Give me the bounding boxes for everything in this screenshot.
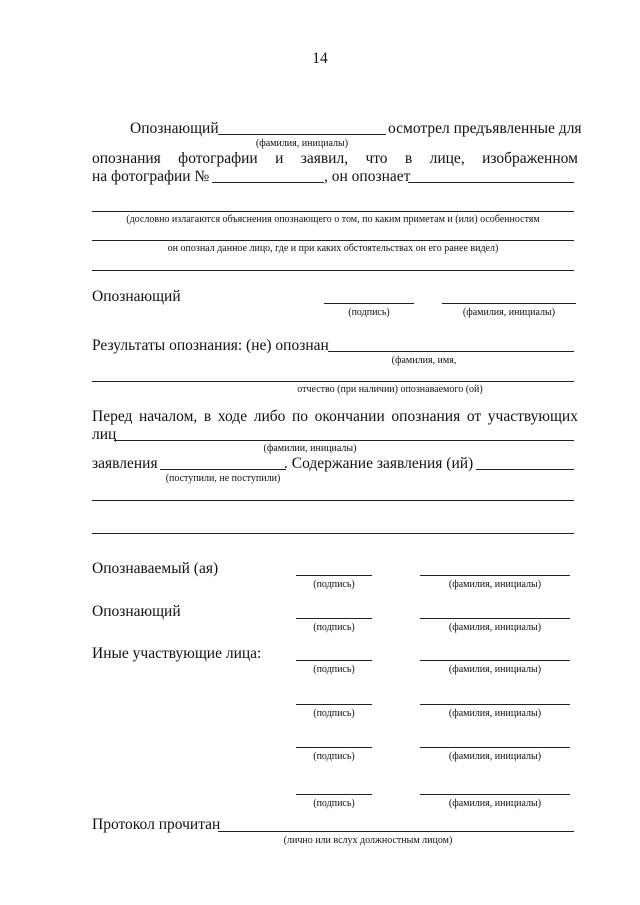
- statements-line-1-word: началом,: [139, 408, 198, 425]
- statements-line-1: [92, 408, 578, 426]
- results-label: Результаты опознания: (не) опознан: [92, 337, 329, 354]
- sign-identifier-signature-line[interactable]: [324, 303, 414, 304]
- signature-row-name-caption: (фамилия, инициалы): [448, 579, 542, 590]
- statements-caption: (поступили, не поступили): [165, 473, 281, 484]
- explanation-caption-2: он опознал данное лицо, где и при каких обстоятельствах он его ранее видел): [167, 243, 499, 254]
- signature-row-signature-caption: (подпись): [313, 579, 355, 590]
- protocol-caption: (лично или вслух должностным лицом): [283, 835, 453, 846]
- signature-row-name-caption: (фамилия, инициалы): [448, 751, 542, 762]
- page-number: 14: [312, 50, 328, 67]
- identifier-name-caption: (фамилия, инициалы): [255, 138, 349, 149]
- signature-row-name-caption: (фамилия, инициалы): [448, 798, 542, 809]
- statements-line-1-word: от: [466, 408, 482, 425]
- persons-label: лиц: [92, 426, 117, 443]
- statements-status-line[interactable]: [160, 469, 286, 470]
- intro-line-2: [92, 150, 578, 168]
- signature-row-signature-caption: (подпись): [313, 751, 355, 762]
- signature-row-signature-line[interactable]: [296, 618, 372, 619]
- sign-identifier-name-line[interactable]: [442, 303, 576, 304]
- signature-row-signature-line[interactable]: [296, 660, 372, 661]
- intro-line-2-word: фотографии: [178, 150, 258, 167]
- signature-row-signature-caption: (подпись): [313, 798, 355, 809]
- signature-row-name-caption: (фамилия, инициалы): [448, 622, 542, 633]
- identifier-name-line[interactable]: [218, 134, 386, 135]
- protocol-line[interactable]: [218, 831, 574, 832]
- intro-line-2-word: заявил,: [300, 150, 349, 167]
- content-line-2[interactable]: [92, 500, 574, 501]
- signature-row-signature-line[interactable]: [296, 794, 372, 795]
- signature-row-signature-caption: (подпись): [313, 622, 355, 633]
- content-line-1[interactable]: [476, 469, 574, 470]
- statements-line-1-word: по: [292, 408, 309, 425]
- signature-row-name-caption: (фамилия, инициалы): [448, 664, 542, 675]
- sign-identifier-label: Опознающий: [92, 288, 181, 305]
- results-caption-1: (фамилия, имя,: [391, 355, 457, 366]
- signature-row-name-line[interactable]: [420, 794, 570, 795]
- signature-row-name-caption: (фамилия, инициалы): [448, 708, 542, 719]
- persons-line[interactable]: [114, 440, 574, 441]
- intro-line-2-word: что: [365, 150, 388, 167]
- intro-line-2-word: в: [404, 150, 413, 167]
- signature-row-name-line[interactable]: [420, 660, 570, 661]
- recognizes-text: , он опознает: [324, 168, 411, 185]
- signature-row-label: Опознаваемый (ая): [92, 560, 219, 577]
- statements-line-1-word: ходе: [217, 408, 248, 425]
- statements-label: заявления: [92, 455, 158, 472]
- signature-row-signature-line[interactable]: [296, 575, 372, 576]
- signature-row-label: Опознающий: [92, 603, 181, 620]
- photo-number-line[interactable]: [212, 182, 324, 183]
- results-line-1[interactable]: [328, 351, 574, 352]
- statements-line-1-word: в: [203, 408, 212, 425]
- signature-row-name-line[interactable]: [420, 575, 570, 576]
- statements-line-1-word: либо: [253, 408, 286, 425]
- intro-line-2-word: опознания: [92, 150, 161, 167]
- examined-text: осмотрел предъявленные для: [388, 120, 582, 137]
- persons-caption: (фамилии, инициалы): [263, 443, 357, 454]
- signature-row-signature-caption: (подпись): [313, 664, 355, 675]
- sign-identifier-name-caption: (фамилия, инициалы): [462, 307, 556, 318]
- statements-line-1-word: опознания: [391, 408, 461, 425]
- content-text: . Содержание заявления (ий): [284, 455, 474, 472]
- explanation-caption-1: (дословно излагаются объяснения опознающего о том, по каким приметам и (или) особенностям: [126, 214, 540, 225]
- content-line-3[interactable]: [92, 533, 574, 534]
- explanation-line-2[interactable]: [92, 240, 574, 241]
- intro-line-2-word: и: [275, 150, 284, 167]
- statements-line-1-word: окончании: [314, 408, 385, 425]
- protocol-label: Протокол прочитан: [92, 816, 221, 833]
- explanation-line-3[interactable]: [92, 270, 574, 271]
- intro-line-2-word: лице,: [429, 150, 465, 167]
- signature-row-signature-line[interactable]: [296, 704, 372, 705]
- photo-text: на фотографии №: [92, 168, 210, 185]
- results-caption-2: отчество (при наличии) опознаваемого (ой): [297, 384, 483, 395]
- statements-line-1-word: участвующих: [487, 408, 578, 425]
- signature-row-name-line[interactable]: [420, 747, 570, 748]
- recognized-person-line[interactable]: [408, 182, 574, 183]
- sign-identifier-signature-caption: (подпись): [348, 307, 390, 318]
- signature-row-label: Иные участвующие лица:: [92, 645, 262, 662]
- signature-row-name-line[interactable]: [420, 618, 570, 619]
- explanation-line-1[interactable]: [92, 211, 574, 212]
- intro-line-2-word: изображенном: [482, 150, 578, 167]
- results-line-2[interactable]: [92, 381, 574, 382]
- signature-row-signature-line[interactable]: [296, 747, 372, 748]
- signature-row-signature-caption: (подпись): [313, 708, 355, 719]
- identifier-label: Опознающий: [130, 120, 219, 137]
- signature-row-name-line[interactable]: [420, 704, 570, 705]
- statements-line-1-word: Перед: [92, 408, 133, 425]
